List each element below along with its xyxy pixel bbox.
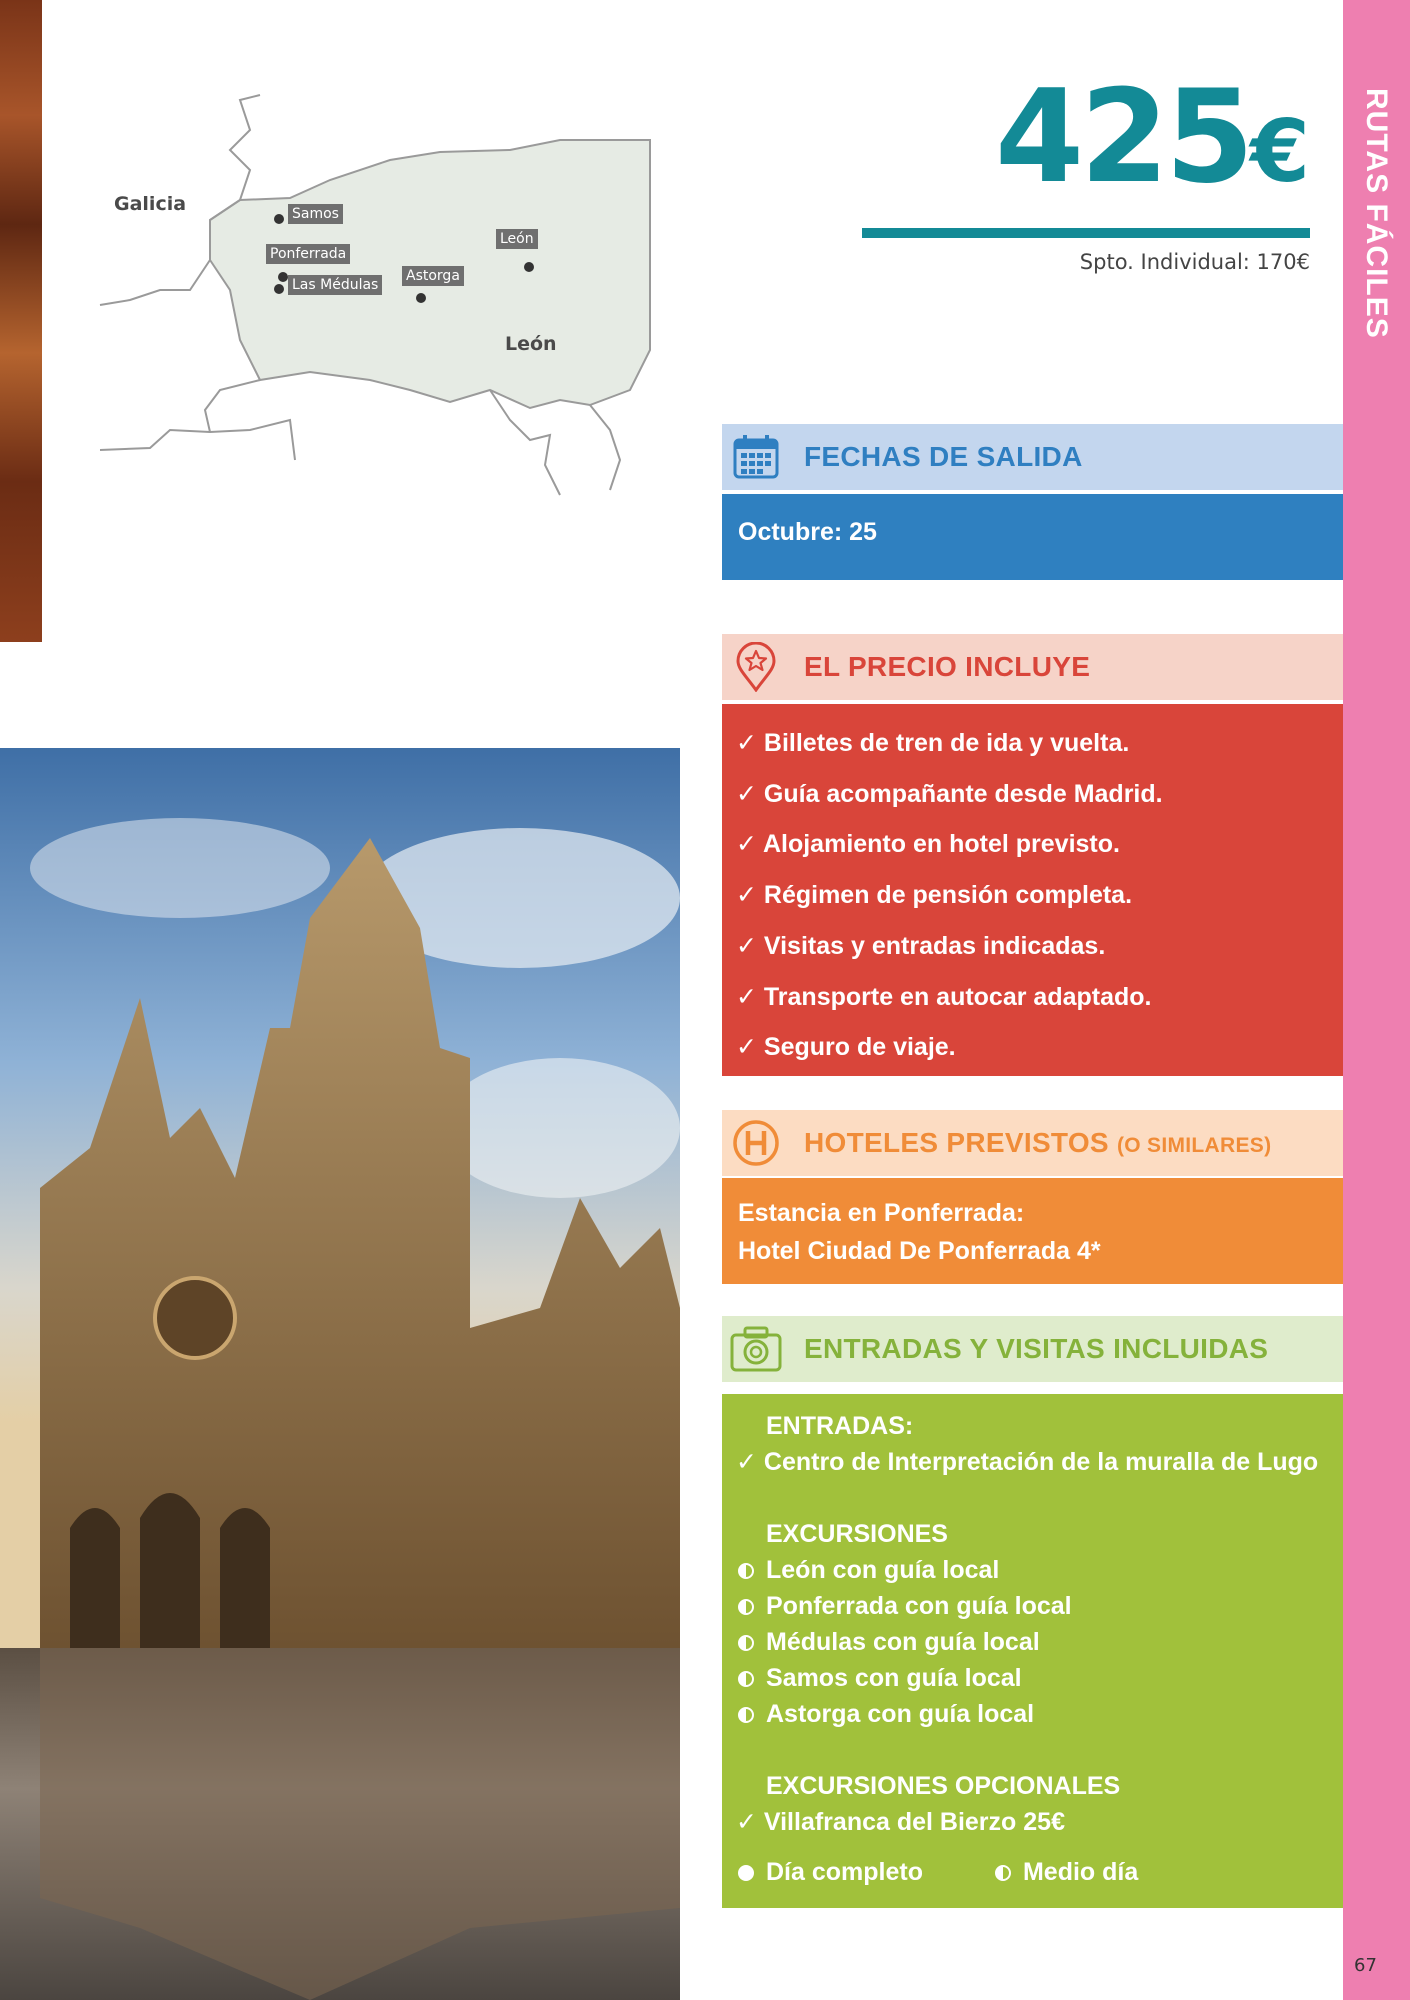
route-map — [90, 90, 660, 510]
entry-item: ✓ Centro de Interpretación de la muralla de Lugo — [736, 1448, 1319, 1476]
includes-item: ✓ Seguro de viaje. — [736, 1033, 956, 1062]
page-number: 67 — [1354, 1955, 1377, 1976]
excursions-title: EXCURSIONES — [766, 1520, 948, 1548]
visits-title: ENTRADAS Y VISITAS INCLUIDAS — [804, 1333, 1269, 1364]
hotels-title-main: HOTELES PREVISTOS — [804, 1127, 1109, 1158]
map-city-ponferrada: Ponferrada — [266, 244, 350, 264]
side-tab-label: RUTAS FÁCILES — [1360, 88, 1393, 339]
includes-body — [722, 704, 1343, 1076]
map-dot-samos — [274, 214, 284, 224]
excursion-item — [736, 1624, 1343, 1660]
price-currency: € — [1250, 102, 1310, 202]
excursion-item — [736, 1552, 1343, 1588]
includes-item: ✓ Visitas y entradas indicadas. — [736, 931, 1106, 960]
map-dot-astorga — [416, 293, 426, 303]
optional-excursion-item: ✓ Villafranca del Bierzo 25€ — [736, 1808, 1065, 1836]
excursion-label: Samos con guía local — [766, 1664, 1022, 1692]
price-amount: 425 — [994, 63, 1251, 212]
calendar-icon — [728, 429, 784, 485]
map-city-leon: León — [496, 229, 538, 249]
optional-excursions-title: EXCURSIONES OPCIONALES — [766, 1772, 1121, 1800]
map-city-astorga: Astorga — [402, 266, 464, 286]
includes-title: EL PRECIO INCLUYE — [804, 651, 1091, 682]
excursion-item — [736, 1588, 1343, 1624]
entries-title: ENTRADAS: — [766, 1412, 914, 1440]
includes-item: ✓ Alojamiento en hotel previsto. — [736, 830, 1120, 859]
includes-item: ✓ Transporte en autocar adaptado. — [736, 982, 1152, 1011]
excursion-label: Astorga con guía local — [766, 1700, 1035, 1728]
legend — [736, 1858, 1343, 1887]
full-day-icon — [738, 1865, 754, 1881]
price-divider — [862, 228, 1310, 238]
map-region-leon: León — [505, 333, 557, 355]
hotel-stay-line: Estancia en Ponferrada: — [738, 1199, 1025, 1227]
leon-cathedral-photo — [0, 748, 680, 2000]
legend-half-day — [993, 1858, 1138, 1887]
camera-icon — [728, 1321, 784, 1377]
departures-header — [722, 424, 1343, 490]
visits-body — [722, 1394, 1343, 1908]
top-photo-strip — [0, 0, 42, 642]
half-day-icon — [995, 1865, 1011, 1881]
map-dot-leon — [524, 262, 534, 272]
half-day-icon — [738, 1599, 754, 1615]
map-dot-las-medulas — [274, 284, 284, 294]
excursion-label: Ponferrada con guía local — [766, 1592, 1072, 1620]
hotel-name-line: Hotel Ciudad De Ponferrada 4* — [738, 1237, 1101, 1265]
map-city-las-medulas: Las Médulas — [288, 275, 382, 295]
hotels-body — [722, 1178, 1343, 1284]
legend-full-day — [736, 1858, 923, 1887]
half-day-icon — [738, 1671, 754, 1687]
excursion-item — [736, 1660, 1343, 1696]
map-city-samos: Samos — [288, 204, 343, 224]
hotels-title-suffix: (O SIMILARES) — [1116, 1134, 1272, 1157]
star-pin-icon — [728, 639, 784, 695]
hotels-header — [722, 1110, 1343, 1176]
departures-title: FECHAS DE SALIDA — [804, 441, 1083, 472]
hotels-title — [804, 1127, 1271, 1159]
includes-header — [722, 634, 1343, 700]
departure-dates: Octubre: 25 — [738, 518, 877, 546]
visits-header — [722, 1316, 1343, 1382]
half-day-icon — [738, 1707, 754, 1723]
excursion-label: Médulas con guía local — [766, 1628, 1040, 1656]
legend-full-label: Día completo — [766, 1858, 923, 1886]
map-region-galicia: Galicia — [114, 193, 187, 215]
includes-item: ✓ Billetes de tren de ida y vuelta. — [736, 729, 1130, 757]
includes-item: ✓ Guía acompañante desde Madrid. — [736, 779, 1163, 808]
half-day-icon — [738, 1635, 754, 1651]
price — [810, 63, 1310, 222]
map-graphic — [90, 90, 660, 510]
map-dot-ponferrada — [278, 272, 288, 282]
excursion-label: León con guía local — [766, 1556, 1000, 1584]
excursion-item — [736, 1696, 1343, 1732]
half-day-icon — [738, 1563, 754, 1579]
single-supplement: Spto. Individual: 170€ — [1079, 250, 1310, 274]
legend-half-label: Medio día — [1022, 1858, 1139, 1886]
hotel-h-icon — [728, 1115, 784, 1171]
includes-item: ✓ Régimen de pensión completa. — [736, 881, 1133, 910]
departures-body — [722, 494, 1343, 580]
